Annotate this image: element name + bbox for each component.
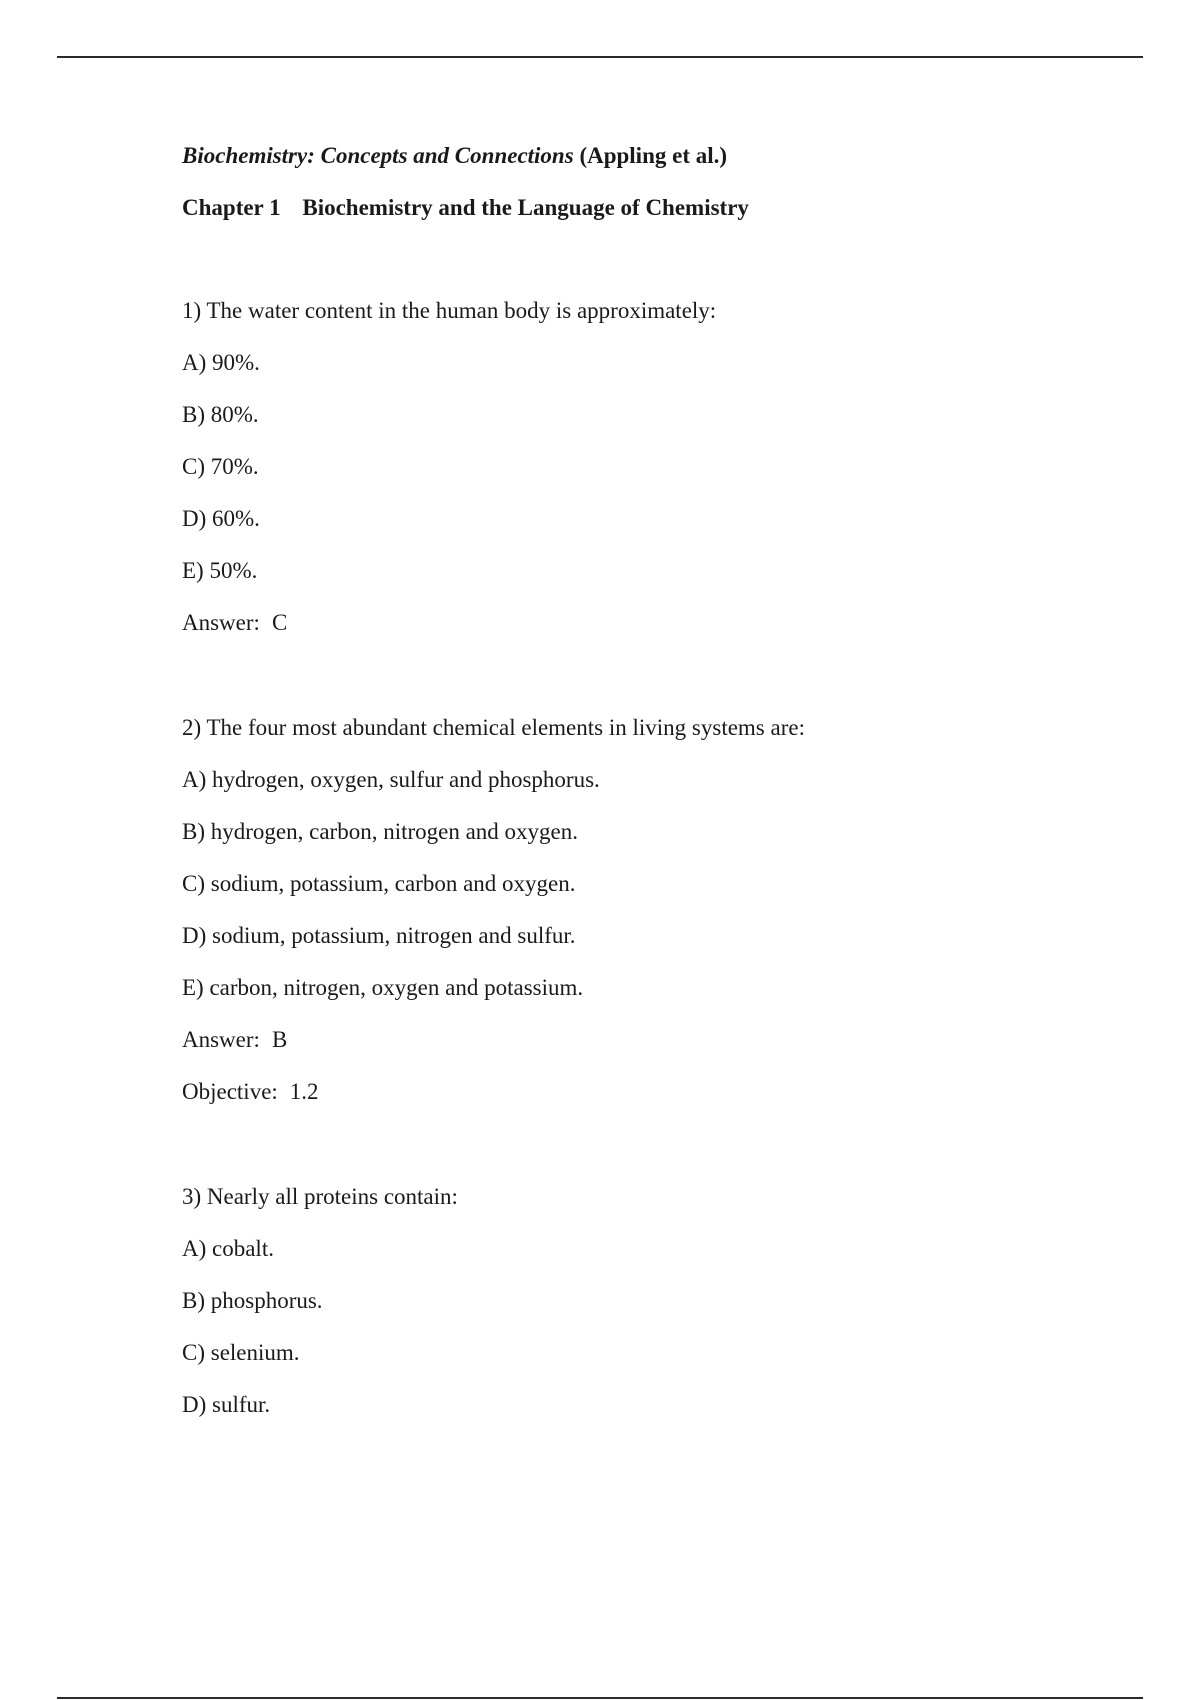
option-e: E) carbon, nitrogen, oxygen and potassium.	[182, 975, 584, 1000]
book-title-line	[182, 143, 1082, 169]
objective-line	[182, 1079, 1082, 1105]
answer-value: C	[271, 610, 288, 635]
option-c: C) selenium.	[182, 1340, 300, 1365]
option-e: E) 50%.	[182, 558, 258, 583]
answer-line	[182, 1027, 1082, 1053]
document-page	[182, 143, 1082, 1418]
question-stem: 1) The water content in the human body is approximately:	[182, 298, 717, 323]
option-c: C) 70%.	[182, 454, 259, 479]
option-b: B) 80%.	[182, 402, 259, 427]
answer-line	[182, 610, 1082, 636]
question-2	[182, 715, 1082, 1105]
option-a: A) 90%.	[182, 350, 260, 375]
chapter-heading	[182, 195, 1082, 221]
option-b: B) hydrogen, carbon, nitrogen and oxygen.	[182, 819, 579, 844]
book-authors: (Appling et al.)	[579, 143, 728, 168]
option-d: D) sodium, potassium, nitrogen and sulfur.	[182, 923, 576, 948]
chapter-title: Biochemistry and the Language of Chemistry	[302, 195, 749, 220]
question-3	[182, 1184, 1082, 1418]
answer-label: Answer:	[182, 1027, 260, 1052]
book-title: Biochemistry: Concepts and Connections	[182, 143, 574, 168]
question-stem: 3) Nearly all proteins contain:	[182, 1184, 458, 1209]
objective-label: Objective:	[182, 1079, 278, 1104]
answer-label: Answer:	[182, 610, 260, 635]
objective-value: 1.2	[289, 1079, 319, 1104]
option-b: B) phosphorus.	[182, 1288, 323, 1313]
question-1	[182, 298, 1082, 636]
option-d: D) sulfur.	[182, 1392, 271, 1417]
bottom-rule	[57, 1697, 1143, 1699]
question-stem: 2) The four most abundant chemical elements in living systems are:	[182, 715, 805, 740]
option-a: A) hydrogen, oxygen, sulfur and phosphorus.	[182, 767, 600, 792]
option-c: C) sodium, potassium, carbon and oxygen.	[182, 871, 576, 896]
top-rule	[57, 56, 1143, 58]
option-d: D) 60%.	[182, 506, 260, 531]
answer-value: B	[271, 1027, 288, 1052]
chapter-number: Chapter 1	[182, 195, 281, 220]
option-a: A) cobalt.	[182, 1236, 274, 1261]
